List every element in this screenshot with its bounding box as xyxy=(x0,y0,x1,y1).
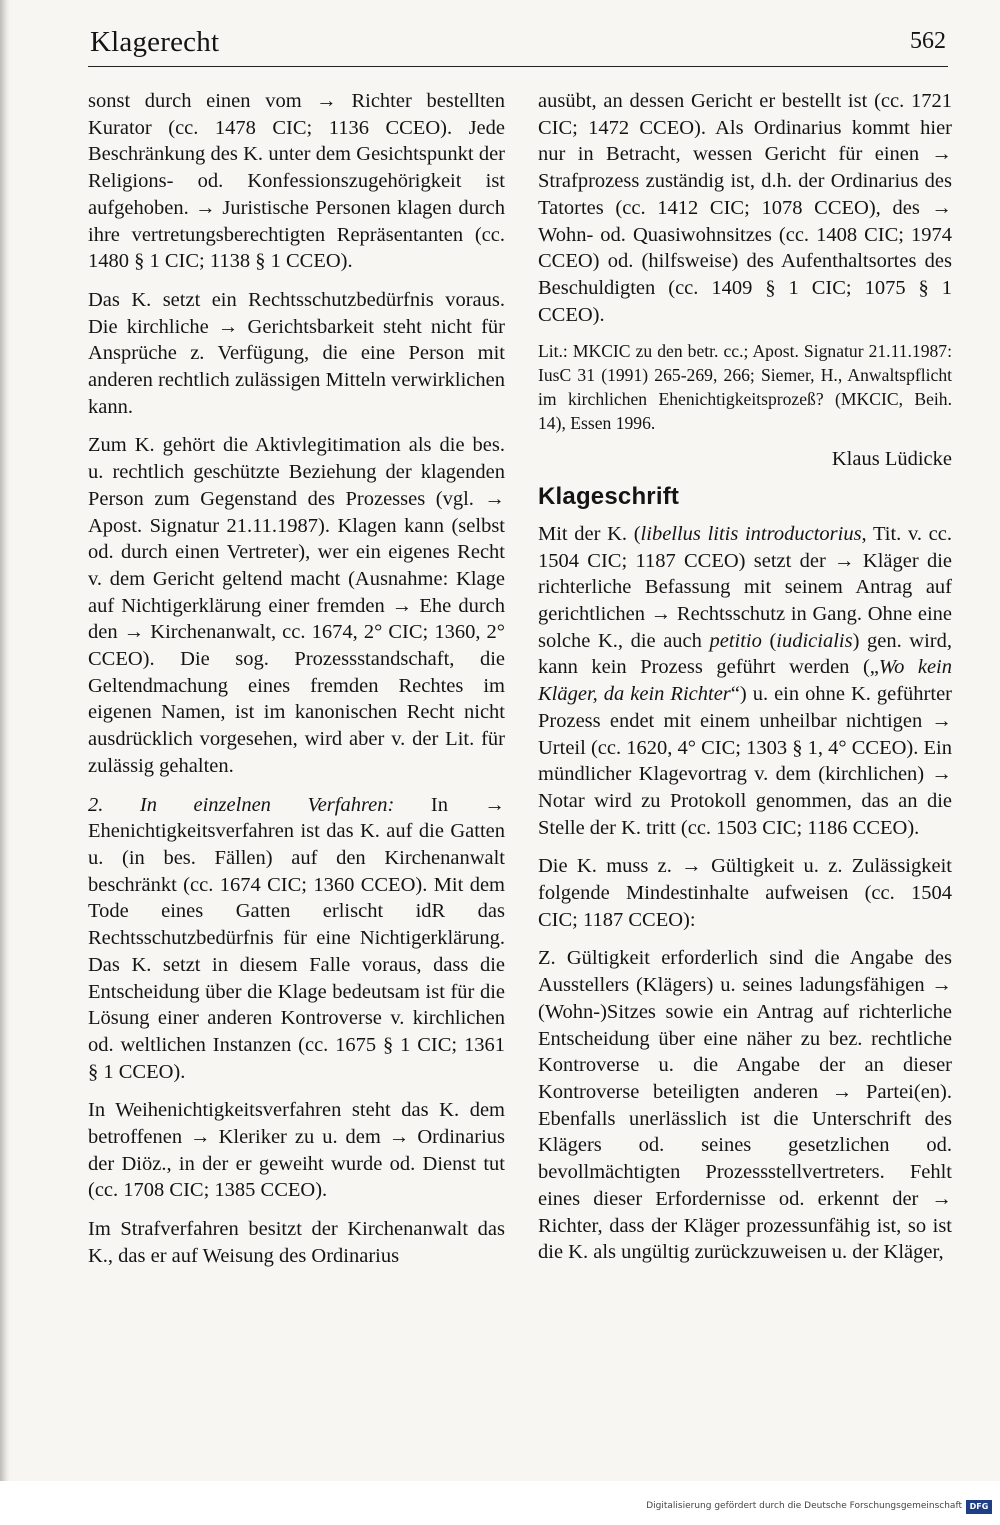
section-heading: 2. In einzelnen Verfahren: xyxy=(88,793,395,816)
literature-note: Lit.: MKCIC zu den betr. cc.; Apost. Signatur 21.11.1987: IusC 31 (1991) 265-269, 266; Siemer, H., Anwaltspflicht im kirchlichen Ehenichtigkeitsprozeß? (MKCIC, Beih. 14), Essen 1996. xyxy=(538,341,952,433)
italic-term: libellus litis introductorius xyxy=(640,522,862,545)
italic-term: petitio xyxy=(709,629,762,652)
entry-heading: Klageschrift xyxy=(538,483,680,511)
left-column xyxy=(88,88,505,1282)
running-head-title: Klagerecht xyxy=(90,26,220,58)
running-header xyxy=(88,22,948,67)
digitization-credit: Digitalisierung gefördert durch die Deutsche Forschungsgemeinschaft xyxy=(646,1501,962,1511)
section-text: In → Ehenichtigkeitsverfahren ist das K. auf die Gatten u. (in bes. Fällen) auf den Kirchenanwalt beschränkt (cc. 1674 CIC; 1360 CCEO). Mit dem Tode eines Gatten erlischt idR das Rechtsschutzbedürfnis für eine Nichtigerklärung. Das K. setzt in diesem Falle voraus, dass die Entscheidung über die Klage bedeutsam ist für die Lösung einer anderen Kontroverse v. kirchlichen od. weltlichen Instanzen (cc. 1675 § 1 CIC; 1361 § 1 CCEO). xyxy=(88,793,505,1083)
text-run: , Tit. v. cc. 1504 CIC; 1187 CCEO) setzt der → Kläger die richterliche Befassung mit seinem Antrag auf gerichtlichen → Rechtsschutz in Gang. Ohne eine solche K., die auch xyxy=(538,522,952,652)
paragraph: sonst durch einen vom → Richter bestellten Kurator (cc. 1478 CIC; 1136 CCEO). Jede Beschränkung des K. unter dem Gesichtspunkt der Religions- od. Konfessionszugehörigkeit ist aufgehoben. → Juristische Personen klagen durch ihre vertretungsberechtigten Repräsentanten (cc. 1480 § 1 CIC; 1138 § 1 CCEO). xyxy=(88,90,505,273)
right-column xyxy=(538,88,952,1278)
entry-intro-paragraph xyxy=(538,521,952,841)
section-paragraph xyxy=(88,792,505,1086)
paragraph: Die K. muss z. → Gültigkeit u. z. Zulässigkeit folgende Mindestinhalte aufweisen (cc. 1504 CIC; 1187 CCEO): xyxy=(538,855,952,931)
text-run: ( xyxy=(761,629,777,652)
italic-term: iudicialis xyxy=(776,629,853,652)
paragraph: Zum K. gehört die Aktivlegitimation als die bes. u. rechtlich geschützte Beziehung der klagenden Person zum Gegenstand des Prozesses (vgl. → Apost. Signatur 21.11.1987). Klagen kann (selbst od. durch einen Vertreter), wer ein eigenes Recht v. dem Gericht geltend macht (Ausnahme: Klage auf Nichtigerklärung einer fremden → Ehe durch den → Kirchenanwalt, cc. 1674, 2° CIC; 1360, 2° CCEO). Die sog. Prozessstandschaft, die Geltendmachung eines fremden Rechtes im eigenen Namen, ist im kanonischen Recht nicht ausdrücklich vorgesehen, wird aber v. der Lit. für zulässig gehalten. xyxy=(88,434,505,777)
dfg-logo: DFG xyxy=(966,1500,992,1514)
paragraph: Z. Gültigkeit erforderlich sind die Angabe des Ausstellers (Klägers) u. seines ladungsfähigen → (Wohn-)Sitzes sowie ein Antrag auf richterliche Entscheidung über eine näher zu bez. rechtliche Kontroverse u. die Angabe der an dieser Kontroverse beteiligten anderen → Partei(en). Ebenfalls unerlässlich ist die Unterschrift des Klägers od. seines gesetzlichen od. bevollmächtigten Prozessstellvertreters. Fehlt eines dieser Erfordernisse od. erkennt der → Richter, dass der Kläger prozessunfähig ist, so ist die K. als ungültig zurückzuweisen u. der Kläger, xyxy=(538,947,952,1264)
text-run: “) u. ein ohne K. geführter Prozess endet mit einem unheilbar nichtigen → Urteil (cc. 1620, 4° CIC; 1303 § 1, 4° CCEO). Ein mündlicher Klagevortrag v. dem (kirchlichen) → Notar wird zu Protokoll genommen, das an die Stelle der K. tritt (cc. 1503 CIC; 1186 CCEO). xyxy=(538,683,953,839)
paragraph: Im Strafverfahren besitzt der Kirchenanwalt das K., das er auf Weisung des Ordinarius xyxy=(88,1218,505,1267)
text-run: Mit der K. ( xyxy=(538,522,641,545)
text-run: ) gen. wird, kann kein Prozess geführt werden („ xyxy=(538,629,952,679)
paragraph: In Weihenichtigkeitsverfahren steht das K. dem betroffenen → Kleriker zu u. dem → Ordinarius der Diöz., in der er geweiht wurde od. Dienst tut (cc. 1708 CIC; 1385 CCEO). xyxy=(88,1099,505,1202)
author-signature: Klaus Lüdicke xyxy=(831,447,952,470)
paragraph: ausübt, an dessen Gericht er bestellt ist (cc. 1721 CIC; 1472 CCEO). Als Ordinarius kommt hier nur in Betracht, wessen Gericht für einen → Strafprozess zuständig ist, d.h. der Ordinarius des Tatortes (cc. 1412 CIC; 1078 CCEO), des → Wohn- od. Quasiwohnsitzes (cc. 1408 CIC; 1974 CCEO) od. (hilfsweise) des Aufenthaltsortes des Beschuldigten (cc. 1409 § 1 CIC; 1075 § 1 CCEO). xyxy=(538,90,952,326)
page-number: 562 xyxy=(910,28,946,54)
page-edge-shadow xyxy=(0,0,10,1525)
paragraph: Das K. setzt ein Rechtsschutzbedürfnis voraus. Die kirchliche → Gerichtsbarkeit steht nicht für Ansprüche z. Verfügung, die eine Person mit anderen rechtlich zulässigen Mitteln verwirklichen kann. xyxy=(88,288,505,418)
italic-quote: Wo kein Kläger, da kein Richter xyxy=(538,656,952,706)
